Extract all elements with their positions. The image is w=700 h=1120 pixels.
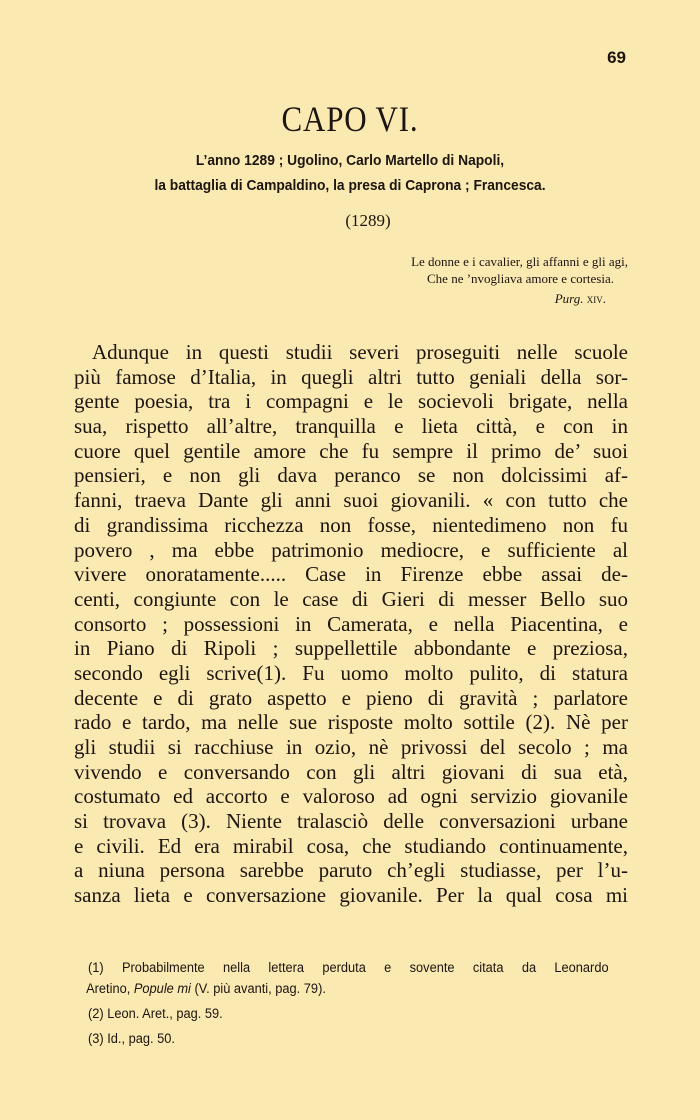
body-line: Adunque in questi studii severi proseguiti nelle scuole bbox=[92, 340, 628, 364]
epigraph-source-ref: xiv. bbox=[586, 291, 606, 306]
body-line: fanni, traeva Dante gli anni suoi giovanili. « con tutto che bbox=[74, 488, 628, 513]
footnotes bbox=[88, 957, 609, 1049]
body-line: cuore quel gentile amore che fu sempre il primo de’ suoi bbox=[74, 438, 628, 463]
footnote-1-text-b: (V. più avanti, pag. 79). bbox=[190, 981, 326, 996]
body-line: rado e tardo, ma nelle sue risposte molto sottile (2). Nè per bbox=[74, 710, 628, 735]
chapter-title: CAPO VI. bbox=[281, 99, 419, 139]
footnote-2: (2) Leon. Aret., pag. 59. bbox=[88, 1006, 223, 1021]
footnote-1-text-a: Aretino, bbox=[86, 981, 134, 996]
footnote-1-line-2 bbox=[86, 978, 609, 999]
body-line: consorto ; possessioni in Camerata, e nella Piacentina, e bbox=[74, 611, 628, 636]
body-line: e civili. Ed era mirabil cosa, che studiando continuamente, bbox=[74, 833, 628, 858]
body-line: vivendo e conversando con gli altri giovani di sua età, bbox=[74, 759, 628, 784]
footnote-3: (3) Id., pag. 50. bbox=[88, 1031, 175, 1046]
footnote-1-title: Popule mi bbox=[133, 981, 191, 996]
footnote-1-line-1: (1) Probabilmente nella lettera perduta e sovente citata da Leonardo bbox=[88, 960, 609, 975]
body-line: si trovava (3). Niente tralasciò delle conversazioni urbane bbox=[74, 809, 628, 834]
body-line: centi, congiunte con le case di Gieri di messer Bello suo bbox=[74, 586, 628, 611]
chapter-subtitle-line-1: L’anno 1289 ; Ugolino, Carlo Martello di Napoli, bbox=[195, 152, 505, 169]
epigraph-line-2: Che ne ’nvogliava amore e cortesia. bbox=[427, 271, 614, 286]
body-line: gli studii si racchiuse in ozio, nè privossi del secolo ; ma bbox=[74, 735, 628, 759]
epigraph-line-1: Le donne e i cavalier, gli affanni e gli agi, bbox=[411, 254, 628, 269]
epigraph-source-work: Purg. bbox=[554, 291, 584, 306]
body-line: vivere onoratamente..... Case in Firenze ebbe assai de- bbox=[74, 562, 628, 587]
chapter-subtitle-line-2: la battaglia di Campaldino, la presa di Caprona ; Francesca. bbox=[154, 177, 546, 194]
body-line: a niuna persona sarebbe paruto ch’egli studiasse, per l’u- bbox=[74, 858, 628, 883]
page-number: 69 bbox=[607, 48, 626, 67]
body-line: in Piano di Ripoli ; suppellettile abbondante e preziosa, bbox=[74, 636, 628, 661]
body-line: povero , ma ebbe patrimonio mediocre, e sufficiente al bbox=[74, 537, 628, 562]
epigraph-source bbox=[555, 291, 606, 307]
body-line: sanza lieta e conversazione giovanile. Per la qual cosa mi bbox=[74, 883, 628, 908]
body-line: costumato ed accorto e valoroso ad ogni servizio giovanile bbox=[74, 784, 628, 809]
body-line: decente e di grato aspetto e pieno di gravità ; parlatore bbox=[74, 685, 628, 710]
body-line: gente poesia, tra i compagni e le socievoli brigate, nella bbox=[74, 389, 628, 414]
body-line: sua, rispetto all’altre, tranquilla e lieta città, e con in bbox=[74, 414, 628, 439]
body-line: pensieri, e non gli dava peranco se non dolcissimi af- bbox=[74, 463, 628, 488]
chapter-year: (1289) bbox=[345, 211, 391, 230]
body-line: di grandissima ricchezza non fosse, nientedimeno non fu bbox=[74, 512, 628, 537]
body-line: secondo egli scrive(1). Fu uomo molto pulito, di statura bbox=[74, 660, 628, 685]
body-line: più famose d’Italia, in quegli altri tutto geniali della sor- bbox=[74, 364, 628, 389]
body-text bbox=[74, 340, 628, 908]
